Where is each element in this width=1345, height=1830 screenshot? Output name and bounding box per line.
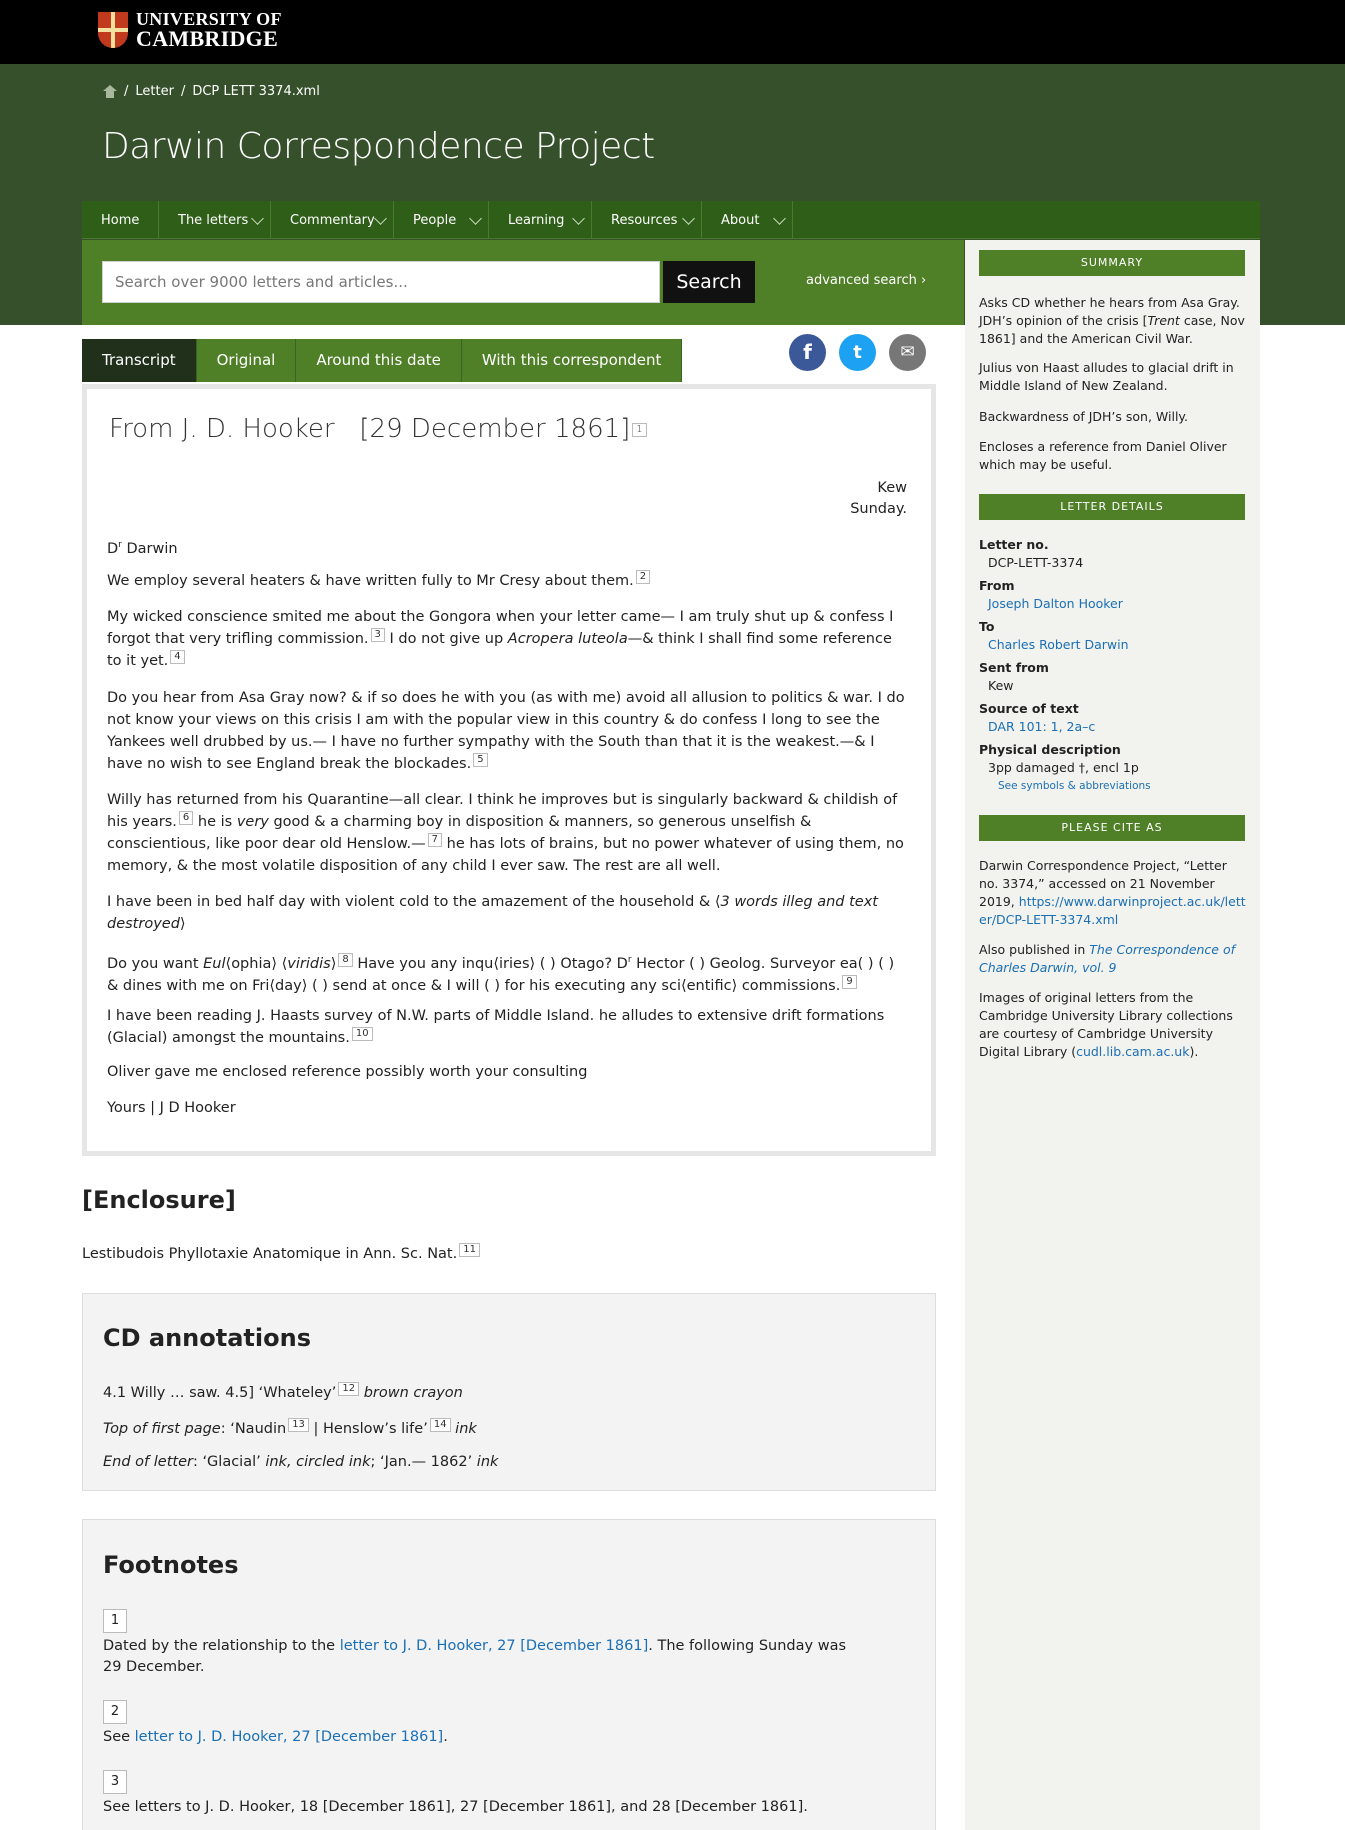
- paragraph-text: I have been reading J. Haasts survey of N.W. parts of Middle Island. he alludes to extensive drift formations (Glacial) amongst the mountains.: [107, 1008, 885, 1046]
- paragraph-text: My wicked conscience smited me about the Gongora when your letter came— I am truly shut up & confess I forgot that very trifling commission.: [107, 609, 894, 647]
- citation-text: Darwin Correspondence Project, “Letter no. 3374,” accessed on 21 November 2019,: [979, 858, 1227, 909]
- email-icon[interactable]: ✉: [889, 334, 926, 371]
- letter-paragraph: [107, 1005, 907, 1049]
- nav-label: Resources: [611, 212, 678, 228]
- cd-annotations: [82, 1293, 936, 1491]
- footnote-ref[interactable]: 4: [170, 650, 184, 664]
- chevron-down-icon[interactable]: [682, 212, 695, 225]
- footnote-ref[interactable]: 14: [430, 1418, 451, 1432]
- annotation-italic: brown crayon: [359, 1384, 463, 1401]
- paragraph-text: Hector ( ) Geolog. Surveyor ea( ) ( ) & dines with me on Fri⟨day⟩ ( ) send at once & I will ( ) for his executing any sci⟨entific⟩ commissions.: [107, 955, 895, 994]
- breadcrumb-separator: /: [124, 84, 129, 99]
- sidebar: [965, 240, 1260, 1830]
- footnote-letter-link[interactable]: letter to J. D. Hooker, 27 [December 1861]: [339, 1638, 649, 1654]
- footnote-number: 3: [103, 1770, 127, 1794]
- top-bar: [0, 0, 1345, 64]
- breadcrumb-separator: /: [180, 84, 186, 99]
- paragraph-italic: Eul: [203, 955, 226, 972]
- nav-about[interactable]: [702, 201, 793, 239]
- nav-label: People: [413, 212, 457, 228]
- paragraph-italic: 3 words illeg and text destroyed: [107, 894, 878, 932]
- letter-tabs: [82, 339, 682, 382]
- salutation-text: Darwin: [121, 540, 178, 557]
- paragraph-text: —& think I shall find some reference to it yet.: [107, 631, 892, 669]
- paragraph-sup: r: [627, 955, 632, 965]
- footnote-text: See: [103, 1729, 135, 1745]
- footnote-item: [103, 1727, 863, 1748]
- footnote-number: 2: [103, 1700, 127, 1724]
- images-credit: [979, 989, 1249, 1061]
- footnote-letter-link[interactable]: letter to J. D. Hooker, 27 [December 1861]: [134, 1729, 444, 1745]
- footnote-text: See letters to J. D. Hooker, 18 [December 1861], 27 [December 1861], and 28 [December 1861].: [103, 1799, 808, 1815]
- tab-around-this-date[interactable]: Around this date: [296, 339, 462, 382]
- nav-the-letters[interactable]: [159, 201, 271, 239]
- breadcrumb-letter[interactable]: Letter: [135, 84, 174, 99]
- paragraph-text: Do you hear from Asa Gray now? & if so does he with you (as with me) avoid all allusion to politics & war. I do not know your views on this crisis I am with the popular view in this country & do confess I long to see the Yankees well drubbed by us.— I have no further sympathy with the South than that it is the weakest.—& I have no wish to see England break the blockades.: [107, 690, 905, 772]
- annotations-heading: CD annotations: [103, 1324, 311, 1352]
- footnotes-heading: Footnotes: [103, 1551, 239, 1579]
- nav-commentary[interactable]: [271, 201, 394, 239]
- letter-signature: Yours | J D Hooker: [107, 1100, 236, 1116]
- nav-label: Learning: [508, 212, 565, 228]
- letter-paragraph: [107, 891, 907, 935]
- paragraph-text: ⟩: [179, 916, 186, 932]
- salutation-sup: r: [118, 540, 122, 550]
- annotation-italic: ink: [450, 1420, 477, 1437]
- footnote-ref[interactable]: 12: [338, 1382, 359, 1396]
- letter-details: [979, 536, 1249, 795]
- paragraph-text: Willy has returned from his Quarantine—all clear. I think he improves but is singularly backward & childish of his years.: [107, 792, 898, 830]
- nav-home[interactable]: [82, 201, 159, 239]
- letter-day: Sunday.: [850, 501, 907, 517]
- paragraph-italic: very: [236, 814, 269, 830]
- nav-resources[interactable]: [592, 201, 702, 239]
- symbols-link[interactable]: See symbols & abbreviations: [998, 780, 1151, 792]
- paragraph-text: ⟩: [330, 955, 337, 972]
- breadcrumb: [103, 84, 320, 99]
- letter-title-text: From J. D. Hooker [29 December 1861]: [109, 414, 631, 444]
- letter-title: [109, 414, 647, 444]
- tab-transcript[interactable]: Transcript: [82, 339, 197, 382]
- letter-paragraph: [107, 789, 907, 877]
- footnote-text: Dated by the relationship to the: [103, 1638, 340, 1654]
- cite-heading: PLEASE CITE AS: [979, 815, 1245, 841]
- footnotes: [82, 1519, 936, 1830]
- footnote-ref[interactable]: 9: [842, 975, 856, 989]
- salutation-text: D: [107, 540, 119, 557]
- from-label: From: [979, 578, 1015, 593]
- annotation-text: | Henslow’s life’: [308, 1420, 428, 1437]
- footnote-ref[interactable]: 8: [338, 953, 352, 967]
- summary-item: [979, 294, 1249, 348]
- sent-from-label: Sent from: [979, 660, 1049, 675]
- logo-line-2: CAMBRIDGE: [136, 26, 279, 51]
- tab-with-this-correspondent[interactable]: With this correspondent: [462, 339, 683, 382]
- sent-from-value: Kew: [988, 678, 1014, 693]
- summary-text: Asks CD whether he hears from Asa Gray. JDH’s opinion of the crisis [: [979, 295, 1240, 328]
- footnote-item: [103, 1636, 863, 1678]
- paragraph-text: I do not give up: [384, 631, 508, 647]
- physical-description-value: 3pp damaged †, encl 1p: [988, 760, 1139, 775]
- paragraph-text: I have been in bed half day with violent cold to the amazement of the household & ⟨: [107, 894, 721, 910]
- breadcrumb-current: DCP LETT 3374.xml: [192, 84, 320, 99]
- annotation-line: [103, 1454, 498, 1470]
- enclosure-body: Lestibudois Phyllotaxie Anatomique in Ann. Sc. Nat.: [82, 1245, 458, 1262]
- letter-no-label: Letter no.: [979, 537, 1049, 552]
- letter-details-heading: LETTER DETAILS: [979, 494, 1245, 520]
- summary-item: Backwardness of JDH’s son, Willy.: [979, 409, 1189, 424]
- nav-people[interactable]: [394, 201, 489, 239]
- chevron-down-icon[interactable]: [572, 212, 585, 225]
- footnote-ref[interactable]: 7: [428, 833, 442, 847]
- annotation-italic: Top of first page: [103, 1420, 221, 1437]
- enclosure-heading: [Enclosure]: [82, 1186, 236, 1214]
- nav-label: Commentary: [290, 212, 375, 228]
- advanced-search-link[interactable]: advanced search ›: [806, 273, 927, 288]
- logo-line-1: UNIVERSITY OF: [136, 9, 282, 29]
- images-credit-text: Images of original letters from the Cambridge University Library collections are courtesy of Cambridge University Digital Library (: [979, 990, 1233, 1059]
- annotation-text: : ‘Glacial’: [192, 1454, 266, 1470]
- site-title[interactable]: Darwin Correspondence Project: [102, 126, 655, 167]
- source-link[interactable]: DAR 101: 1, 2a–c: [988, 719, 1096, 734]
- correspondence-volume-link[interactable]: The Correspondence of Charles Darwin, vol. 9: [979, 942, 1236, 975]
- annotation-italic: End of letter: [103, 1454, 193, 1470]
- university-logo[interactable]: [98, 10, 282, 49]
- footnote-ref[interactable]: 2: [636, 570, 650, 584]
- source-label: Source of text: [979, 701, 1079, 716]
- nav-label: Home: [101, 212, 140, 228]
- chevron-down-icon[interactable]: [374, 212, 387, 225]
- paragraph-italic: viridis: [287, 955, 331, 972]
- enclosure-text: [82, 1243, 480, 1262]
- nav-label: About: [721, 212, 760, 228]
- footnote-ref[interactable]: 5: [473, 753, 487, 767]
- footnote-item: [103, 1797, 863, 1818]
- summary-item: Encloses a reference from Daniel Oliver which may be useful.: [979, 439, 1227, 472]
- annotation-line: [103, 1382, 463, 1401]
- paragraph-text: We employ several heaters & have written fully to Mr Cresy about them.: [107, 573, 634, 589]
- summary-heading: SUMMARY: [979, 250, 1245, 276]
- annotation-text: 4.1 Willy … saw. 4.5] ‘Whateley’: [103, 1384, 337, 1401]
- letter-salutation: [107, 534, 907, 560]
- cambridge-shield-icon: [98, 12, 128, 48]
- paragraph-text: he has lots of brains, but no power whatever of using them, no memory, & the most volatile disposition of any child I ever saw. The rest are all well.: [107, 836, 904, 874]
- footnote-text: . The following Sunday was 29 December.: [103, 1638, 847, 1675]
- to-label: To: [979, 619, 995, 634]
- to-link[interactable]: Charles Robert Darwin: [988, 637, 1129, 652]
- letter-paragraph: [107, 606, 907, 672]
- cudl-link[interactable]: cudl.lib.cam.ac.uk: [1076, 1044, 1190, 1059]
- footnote-ref[interactable]: 10: [352, 1027, 373, 1041]
- twitter-icon[interactable]: t: [839, 334, 876, 371]
- annotation-italic: ink: [476, 1454, 499, 1470]
- paragraph-text: ⟨ophia⟩ ⟨: [225, 955, 288, 972]
- also-published-text: Also published in: [979, 942, 1090, 957]
- paragraph-text: Do you want: [107, 955, 204, 972]
- letter-paragraph: [107, 570, 907, 592]
- footnote-text: .: [443, 1729, 448, 1745]
- search-button[interactable]: Search: [663, 261, 755, 303]
- main-nav: [82, 201, 1260, 239]
- from-link[interactable]: Joseph Dalton Hooker: [988, 596, 1123, 611]
- letter-paragraph: Oliver gave me enclosed reference possibly worth your consulting: [107, 1064, 588, 1080]
- chevron-down-icon[interactable]: [469, 212, 482, 225]
- tab-original[interactable]: Original: [197, 339, 297, 382]
- footnote-ref[interactable]: 11: [459, 1243, 480, 1257]
- paragraph-italic: Acropera luteola: [507, 631, 628, 647]
- summary-text: case, Nov 1861] and the American Civil War.: [979, 313, 1245, 346]
- chevron-down-icon[interactable]: [773, 212, 786, 225]
- letter-place: Kew: [877, 480, 907, 496]
- citation-link[interactable]: https://www.darwinproject.ac.uk/letter/DCP-LETT-3374.xml: [979, 894, 1246, 927]
- search-input[interactable]: Search over 9000 letters and articles...: [102, 261, 660, 303]
- nav-learning[interactable]: [489, 201, 592, 239]
- paragraph-text: good & a charming boy in disposition & manners, so generous unselfish & conscientious, like poor dear old Henslow.—: [107, 814, 812, 852]
- footnote-ref[interactable]: 3: [371, 628, 385, 642]
- summary-italic: Trent: [1147, 313, 1180, 328]
- home-icon[interactable]: [103, 85, 117, 98]
- annotation-text: ; ‘Jan.— 1862’: [370, 1454, 477, 1470]
- letter-paragraph: [107, 949, 907, 997]
- facebook-icon[interactable]: f: [789, 334, 826, 371]
- physical-description-label: Physical description: [979, 742, 1121, 757]
- footnote-ref[interactable]: 1: [632, 423, 646, 437]
- citation: [979, 857, 1249, 929]
- annotation-text: : ‘Naudin: [220, 1420, 287, 1437]
- chevron-down-icon[interactable]: [251, 212, 264, 225]
- also-published: [979, 941, 1249, 977]
- annotation-line: [103, 1418, 477, 1437]
- footnote-number: 1: [103, 1609, 127, 1633]
- paragraph-text: he is: [193, 814, 237, 830]
- summary-item: Julius von Haast alludes to glacial drift in Middle Island of New Zealand.: [979, 360, 1234, 393]
- paragraph-text: Have you any inqu⟨iries⟩ ( ) Otago? D: [352, 955, 628, 972]
- images-credit-text: ).: [1189, 1044, 1199, 1059]
- annotation-italic: ink, circled ink: [265, 1454, 371, 1470]
- nav-label: The letters: [178, 212, 249, 228]
- letter-no-value: DCP-LETT-3374: [988, 555, 1084, 570]
- letter-transcript: [82, 384, 936, 1156]
- footnote-ref[interactable]: 6: [179, 811, 193, 825]
- letter-paragraph: [107, 687, 907, 775]
- footnote-ref[interactable]: 13: [288, 1418, 309, 1432]
